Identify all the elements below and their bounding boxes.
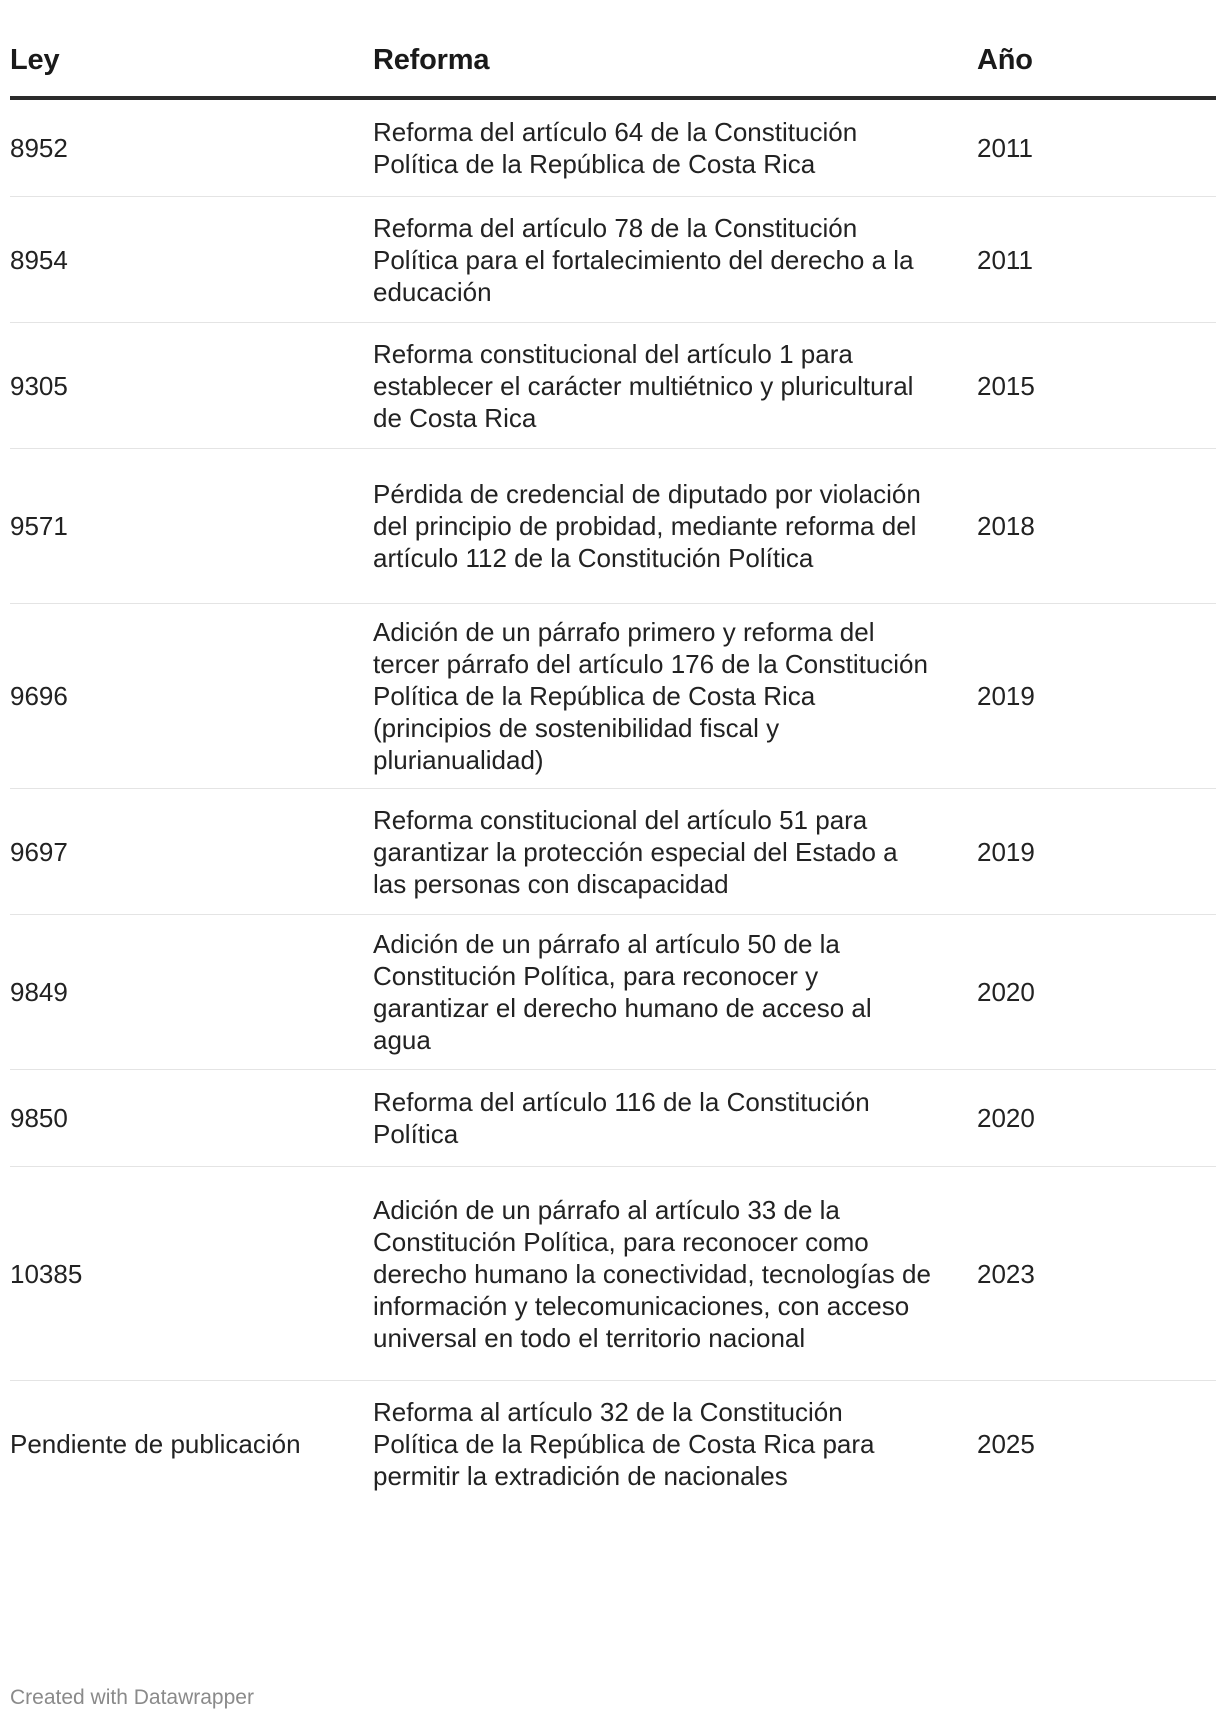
table-row [10,100,1216,197]
cell-reforma: Pérdida de credencial de diputado por violación del principio de probidad, mediante reforma del artículo 112 de la Constitución Política [373,479,921,573]
cell-reforma: Reforma al artículo 32 de la Constitución Política de la República de Costa Rica para permitir la extradición de nacionales [373,1396,875,1491]
cell-ano: 2023 [977,1258,1035,1289]
cell-ley: 8952 [10,133,68,163]
cell-ley: 9305 [10,370,68,401]
cell-ley: 9849 [10,977,68,1007]
cell-reforma: Reforma constitucional del artículo 51 para garantizar la protección especial del Estado a las personas con discapacidad [373,804,898,899]
table-row [10,1070,1216,1167]
table-row [10,915,1216,1070]
cell-ley: 9697 [10,836,68,867]
header-ano[interactable]: Año [977,44,1033,76]
reforms-table [10,0,1216,1506]
table-row [10,789,1216,915]
cell-ley: 9850 [10,1103,68,1133]
table-row [10,449,1216,604]
cell-reforma: Adición de un párrafo al artículo 50 de la Constitución Política, para reconocer y garantizar el derecho humano de acceso al agua [373,929,872,1055]
cell-ano: 2020 [977,977,1035,1007]
cell-ano: 2011 [977,244,1033,275]
table-row [10,323,1216,449]
cell-ano: 2015 [977,370,1035,401]
cell-ano: 2011 [977,133,1033,163]
cell-reforma: Reforma constitucional del artículo 1 para establecer el carácter multiétnico y pluricultural de Costa Rica [373,338,914,433]
table-row [10,1381,1216,1506]
cell-ley: 10385 [10,1258,83,1289]
cell-ano: 2019 [977,681,1035,711]
cell-ano: 2019 [977,836,1035,867]
cell-ano: 2025 [977,1428,1035,1459]
header-reforma[interactable]: Reforma [373,44,490,76]
table-row [10,197,1216,323]
cell-ley: 8954 [10,244,68,275]
table-header [10,0,1216,100]
cell-reforma: Adición de un párrafo primero y reforma del tercer párrafo del artículo 176 de la Constitución Política de la República de Costa Rica (principios de sostenibilidad fiscal y plurianualidad) [373,617,928,775]
header-ley[interactable]: Ley [10,44,60,76]
cell-reforma: Adición de un párrafo al artículo 33 de la Constitución Política, para reconocer como derecho humano la conectividad, tecnologías de información y telecomunicaciones, con acceso universal en todo el territorio nacional [373,1194,931,1353]
cell-ano: 2018 [977,511,1035,541]
table-row [10,604,1216,789]
cell-reforma: Reforma del artículo 78 de la Constitución Política para el fortalecimiento del derecho a la educación [373,212,914,307]
cell-ley: Pendiente de publicación [10,1428,301,1459]
cell-ley: 9571 [10,511,68,541]
cell-reforma: Reforma del artículo 116 de la Constitución Política [373,1087,870,1149]
datawrapper-credit[interactable]: Created with Datawrapper [10,1686,254,1709]
cell-reforma: Reforma del artículo 64 de la Constitución Política de la República de Costa Rica [373,117,858,179]
table-row [10,1167,1216,1381]
cell-ley: 9696 [10,681,68,711]
cell-ano: 2020 [977,1103,1035,1133]
